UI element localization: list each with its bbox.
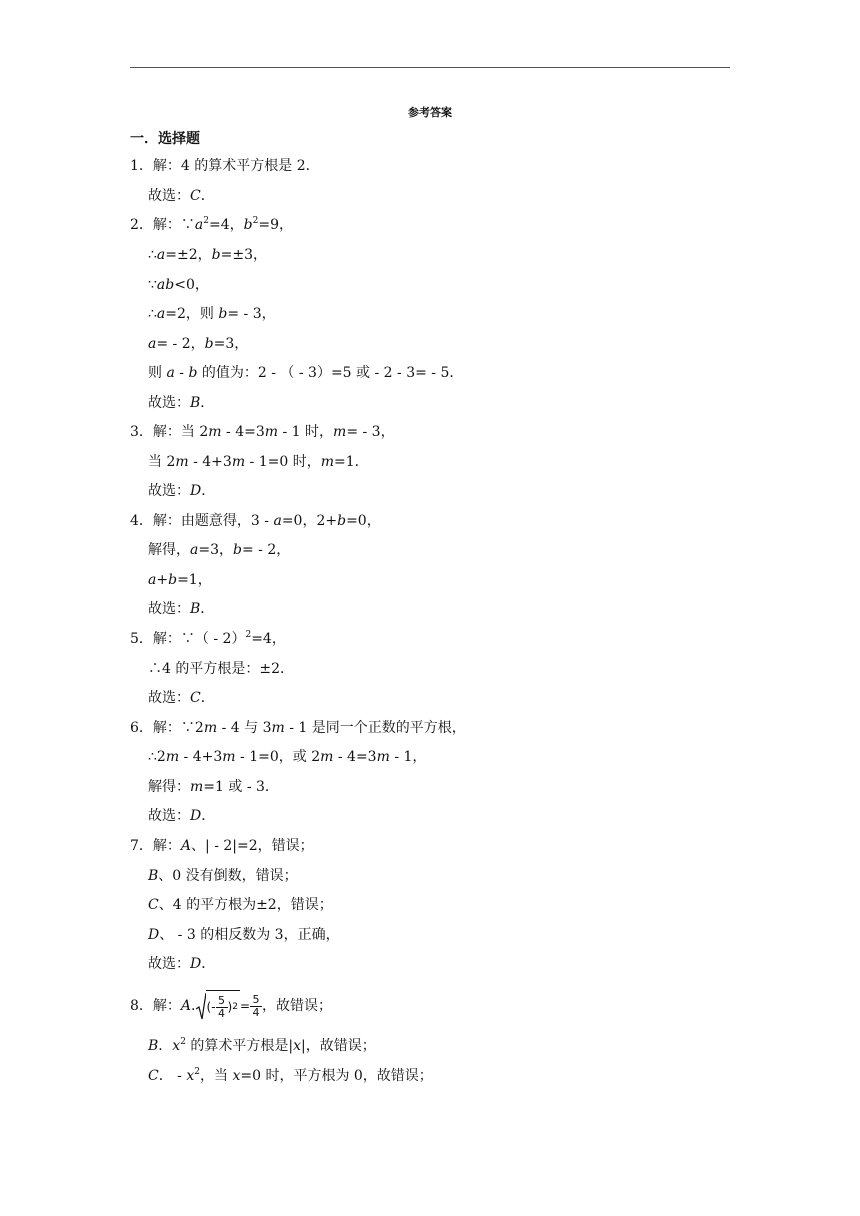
q2-line-7: 故选：B． [148, 395, 215, 411]
q5-line-2: ∴4 的平方根是：±2． [148, 661, 294, 677]
q6-line-1: 6．解：∵2m ‑ 4 与 3m ‑ 1 是同一个正数的平方根， [130, 720, 466, 736]
fraction-result: $\frac{5}{4}$ [250, 994, 262, 1019]
radical-sign-icon [196, 992, 206, 1020]
q5-line-1: 5．解：∵（ ‑ 2）$^2$=4， [130, 630, 286, 647]
fraction-inner: $\frac{5}{4}$ [216, 995, 228, 1020]
q3-line-1: 3．解：当 2m ‑ 4=3m ‑ 1 时，m= ‑ 3， [130, 424, 395, 440]
q5-line-3: 故选：C． [148, 690, 215, 706]
q6-line-2: ∴2m ‑ 4+3m ‑ 1=0，或 2m ‑ 4=3m ‑ 1， [148, 749, 427, 765]
q2-line-6: 则 a ‑ b 的值为：2 ‑ （ ‑ 3）=5 或 ‑ 2 ‑ 3= ‑ 5． [148, 365, 464, 381]
q6-line-3: 解得：m=1 或 ‑ 3． [148, 779, 279, 795]
q2-line-4: ∴a=2，则 b= ‑ 3， [148, 306, 276, 322]
q7-line-5: 故选：D． [148, 956, 216, 972]
sqrt-expression: ( ‑ $\frac{5}{4}$ ) 2 [196, 990, 240, 1022]
q4-line-4: 故选：B． [148, 601, 215, 617]
q7-line-1: 7．解：A、| ‑ 2|=2，错误； [130, 838, 314, 854]
q1-line-1: 1．解：4 的算术平方根是 2． [130, 158, 320, 174]
q8-line-2: B．$x^2$ 的算术平方根是|x|，故错误； [148, 1037, 376, 1054]
q3-line-3: 故选：D． [148, 483, 216, 499]
q8-line-1: 8．解：A. ( ‑ $\frac{5}{4}$ ) 2 = $\frac{5}{4}$ ，故错误； [130, 990, 332, 1022]
q8-line-3: C． ‑ $x^2$，当 x=0 时，平方根为 0，故错误； [148, 1067, 433, 1084]
page-title: 参考答案 [408, 106, 452, 119]
q2-line-3: ∵ab<0， [148, 277, 209, 293]
q4-line-1: 4．解：由题意得，3 ‑ a=0，2+b=0， [130, 513, 381, 529]
q7-line-4: D、 ‑ 3 的相反数为 3，正确， [148, 927, 340, 943]
q4-line-2: 解得，a=3，b= ‑ 2， [148, 542, 291, 558]
section-heading: 一．选择题 [130, 131, 200, 147]
q3-line-2: 当 2m ‑ 4+3m ‑ 1=0 时，m=1． [148, 454, 369, 470]
q6-line-4: 故选：D． [148, 808, 216, 824]
header-rule [130, 67, 730, 68]
q7-line-3: C、4 的平方根为±2，错误； [148, 897, 333, 913]
q7-line-2: B、0 没有倒数，错误； [148, 868, 298, 884]
q2-line-2: ∴a=±2，b=±3， [148, 247, 267, 263]
q2-line-5: a= ‑ 2，b=3， [148, 336, 249, 352]
q1-line-2: 故选：C． [148, 188, 215, 204]
q2-line-1: 2．解：$\because a^2=4$，$b^2=9$， [130, 216, 293, 233]
q4-line-3: a+b=1， [148, 572, 212, 588]
